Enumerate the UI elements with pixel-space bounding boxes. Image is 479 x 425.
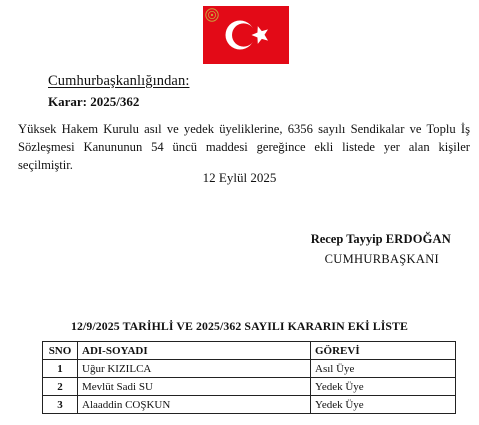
column-header-sno: SNO	[43, 342, 78, 360]
signer-name	[311, 232, 451, 247]
row-name: Alaaddin COŞKUN	[78, 396, 311, 414]
table-row	[43, 360, 456, 378]
row-sno: 2	[43, 378, 78, 396]
signer-surname: ERDOĞAN	[385, 232, 451, 246]
row-role: Asıl Üye	[311, 360, 456, 378]
table-header-row	[43, 342, 456, 360]
row-sno: 3	[43, 396, 78, 414]
row-role: Yedek Üye	[311, 378, 456, 396]
decision-number: Karar: 2025/362	[48, 94, 140, 109]
decision-date: 12 Eylül 2025	[202, 170, 277, 185]
table-row	[43, 378, 456, 396]
members-table	[42, 341, 456, 414]
row-sno: 1	[43, 360, 78, 378]
column-header-role: GÖREVİ	[311, 342, 456, 360]
row-role: Yedek Üye	[311, 396, 456, 414]
column-header-name: ADI-SOYADI	[78, 342, 311, 360]
list-heading: 12/9/2025 TARİHLİ VE 2025/362 SAYILI KARARIN EKİ LİSTE	[71, 319, 408, 333]
row-name: Uğur KIZILCA	[78, 360, 311, 378]
issuer-heading: Cumhurbaşkanlığından:	[48, 73, 190, 89]
signer-title: CUMHURBAŞKANI	[324, 252, 439, 266]
presidential-seal-icon	[205, 8, 219, 22]
table-row	[43, 396, 456, 414]
signer-first-names: Recep Tayyip	[310, 232, 383, 246]
decision-body-text: Yüksek Hakem Kurulu asıl ve yedek üyeliklerine, 6356 sayılı Sendikalar ve Toplu İş Sözleşmesi Kanununun 54 üncü maddesi gereğince ekli listede yer alan kişiler seçilmiştir.	[18, 122, 470, 172]
row-name: Mevlüt Sadi SU	[78, 378, 311, 396]
